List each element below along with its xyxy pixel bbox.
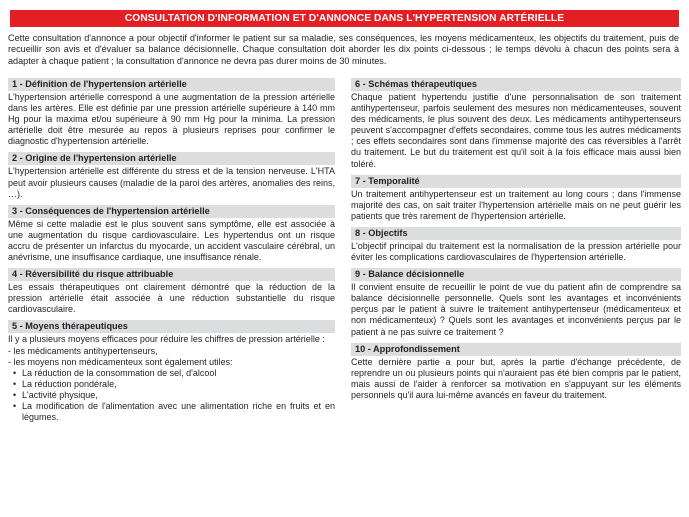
section-title: 2 - Origine de l'hypertension artérielle — [8, 152, 335, 165]
section-body — [8, 333, 335, 423]
section-body: Chaque patient hypertendu justifie d'une personnalisation de son traitement antihypertenseur, parfois seulement des mesures non médicamenteuses, souvent des médicaments, le plus souvent des deux. Les médicaments antihypertenseurs peuvent s'accompagner d'effets secondaires, comme tous les autres médicaments ; ces effets secondaires sont dans l'immense majorité des cas réversibles à l'arrêt du traitement. Le but du traitement est qu'il soit à la fois efficace mais aussi bien toléré. — [351, 92, 681, 169]
moyens-line-medicaments: - les médicaments antihypertenseurs, — [8, 345, 158, 356]
document-banner: CONSULTATION D'INFORMATION ET D'ANNONCE DANS L'HYPERTENSION ARTÉRIELLE — [10, 10, 679, 27]
section-origine — [8, 152, 335, 199]
section-body: Les essais thérapeutiques ont clairement démontré que la réduction de la pression artérielle était associée à une réduction substantielle du risque cardiovasculaire. — [8, 282, 335, 315]
section-body: L'objectif principal du traitement est la normalisation de la pression artérielle pour éviter les complications cardiovasculaires de l'hypertension artérielle. — [351, 240, 681, 263]
list-item: • L'activité physique, — [22, 390, 335, 401]
list-item: • La réduction pondérale, — [22, 379, 335, 390]
section-title: 3 - Conséquences de l'hypertension artérielle — [8, 205, 335, 218]
list-item: • La réduction de la consommation de sel, d'alcool — [22, 368, 335, 379]
section-body: Il convient ensuite de recueillir le point de vue du patient afin de comprendre sa balance décisionnelle personnelle. Quels sont les avantages et inconvénients perçus par le patient à suivre le traitement antihypertenseur (médicamenteux et non médicamenteux) ? Quels sont les avantages et inconvénients perçus par le patient à ne pas suivre ce traitement ? — [351, 282, 681, 337]
section-title: 10 - Approfondissement — [351, 343, 681, 356]
section-body: Un traitement antihypertenseur est un traitement au long cours ; dans l'immense majorité des cas, on sait traiter l'hypertension artérielle mais on ne peut guérir les patients que très rarement de l'hypertension artérielle. — [351, 188, 681, 221]
section-schemas — [351, 78, 681, 170]
section-temporalite — [351, 175, 681, 222]
moyens-lead: Il y a plusieurs moyens efficaces pour réduire les chiffres de pression artérielle : — [8, 334, 325, 345]
section-title: 8 - Objectifs — [351, 227, 681, 240]
intro-paragraph: Cette consultation d'annonce a pour objectif d'informer le patient sur sa maladie, ses conséquences, les moyens médicamenteux, les objectifs du traitement, puis de recueillir son avis et d'évaluer sa balance décisionnelle. Chaque consultation doit aborder les dix points ci-dessous ; le temps dévolu à chacun des points sera à adapter à chaque patient ; la consultation d'annonce ne devra pas durer moins de 30 minutes. — [8, 33, 679, 66]
section-balance — [351, 268, 681, 337]
section-reversibilite — [8, 268, 335, 315]
section-title: 5 - Moyens thérapeutiques — [8, 320, 335, 333]
section-title: 4 - Réversibilité du risque attribuable — [8, 268, 335, 281]
section-title: 9 - Balance décisionnelle — [351, 268, 681, 281]
list-item: • La modification de l'alimentation avec une alimentation riche en fruits et en légumes. — [22, 401, 335, 423]
section-objectifs — [351, 227, 681, 263]
section-title: 6 - Schémas thérapeutiques — [351, 78, 681, 91]
section-body: Cette dernière partie a pour but, après la partie d'échange précédente, de reprendre un ou plusieurs points qui n'auraient pas été bien compris par le patient, mais aussi de l'aider à renforcer sa motivation en s'appuyant sur les éléments personnels qu'il aura lui-même avancés en faveur du traitement. — [351, 356, 681, 400]
section-title: 7 - Temporalité — [351, 175, 681, 188]
section-title: 1 - Définition de l'hypertension artérielle — [8, 78, 335, 91]
moyens-bullet-list — [8, 368, 335, 423]
section-body: L'hypertension artérielle est différente du stress et de la tension nerveuse. L'HTA peut avoir plusieurs causes (maladie de la paroi des artères, anomalies des reins, …). — [8, 166, 335, 199]
right-column — [351, 78, 681, 406]
section-consequences — [8, 205, 335, 263]
left-column — [8, 78, 335, 428]
section-body: Même si cette maladie est le plus souvent sans symptôme, elle est associée à une augmentation du risque cardiovasculaire. Les hypertendus ont un risque accru de présenter un infarctus du myocarde, un accident vasculaire cérébral, un anévrisme, une insuffisance cardiaque, une insuffisance rénale. — [8, 218, 335, 263]
section-definition — [8, 78, 335, 147]
section-body: L'hypertension artérielle correspond à une augmentation de la pression artérielle dans les artères. Elle est définie par une pression artérielle supérieure à 140 mm Hg pour la maxima et/ou supérieure à 90 mm Hg pour la minima. La pression artérielle doit être mesurée au repos à plusieurs reprises pour confirmer le diagnostic d'hypertension artérielle. — [8, 92, 335, 147]
section-moyens — [8, 320, 335, 423]
section-approfondissement — [351, 343, 681, 401]
moyens-line-non-medicamenteux: - les moyens non médicamenteux sont également utiles: — [8, 356, 233, 367]
